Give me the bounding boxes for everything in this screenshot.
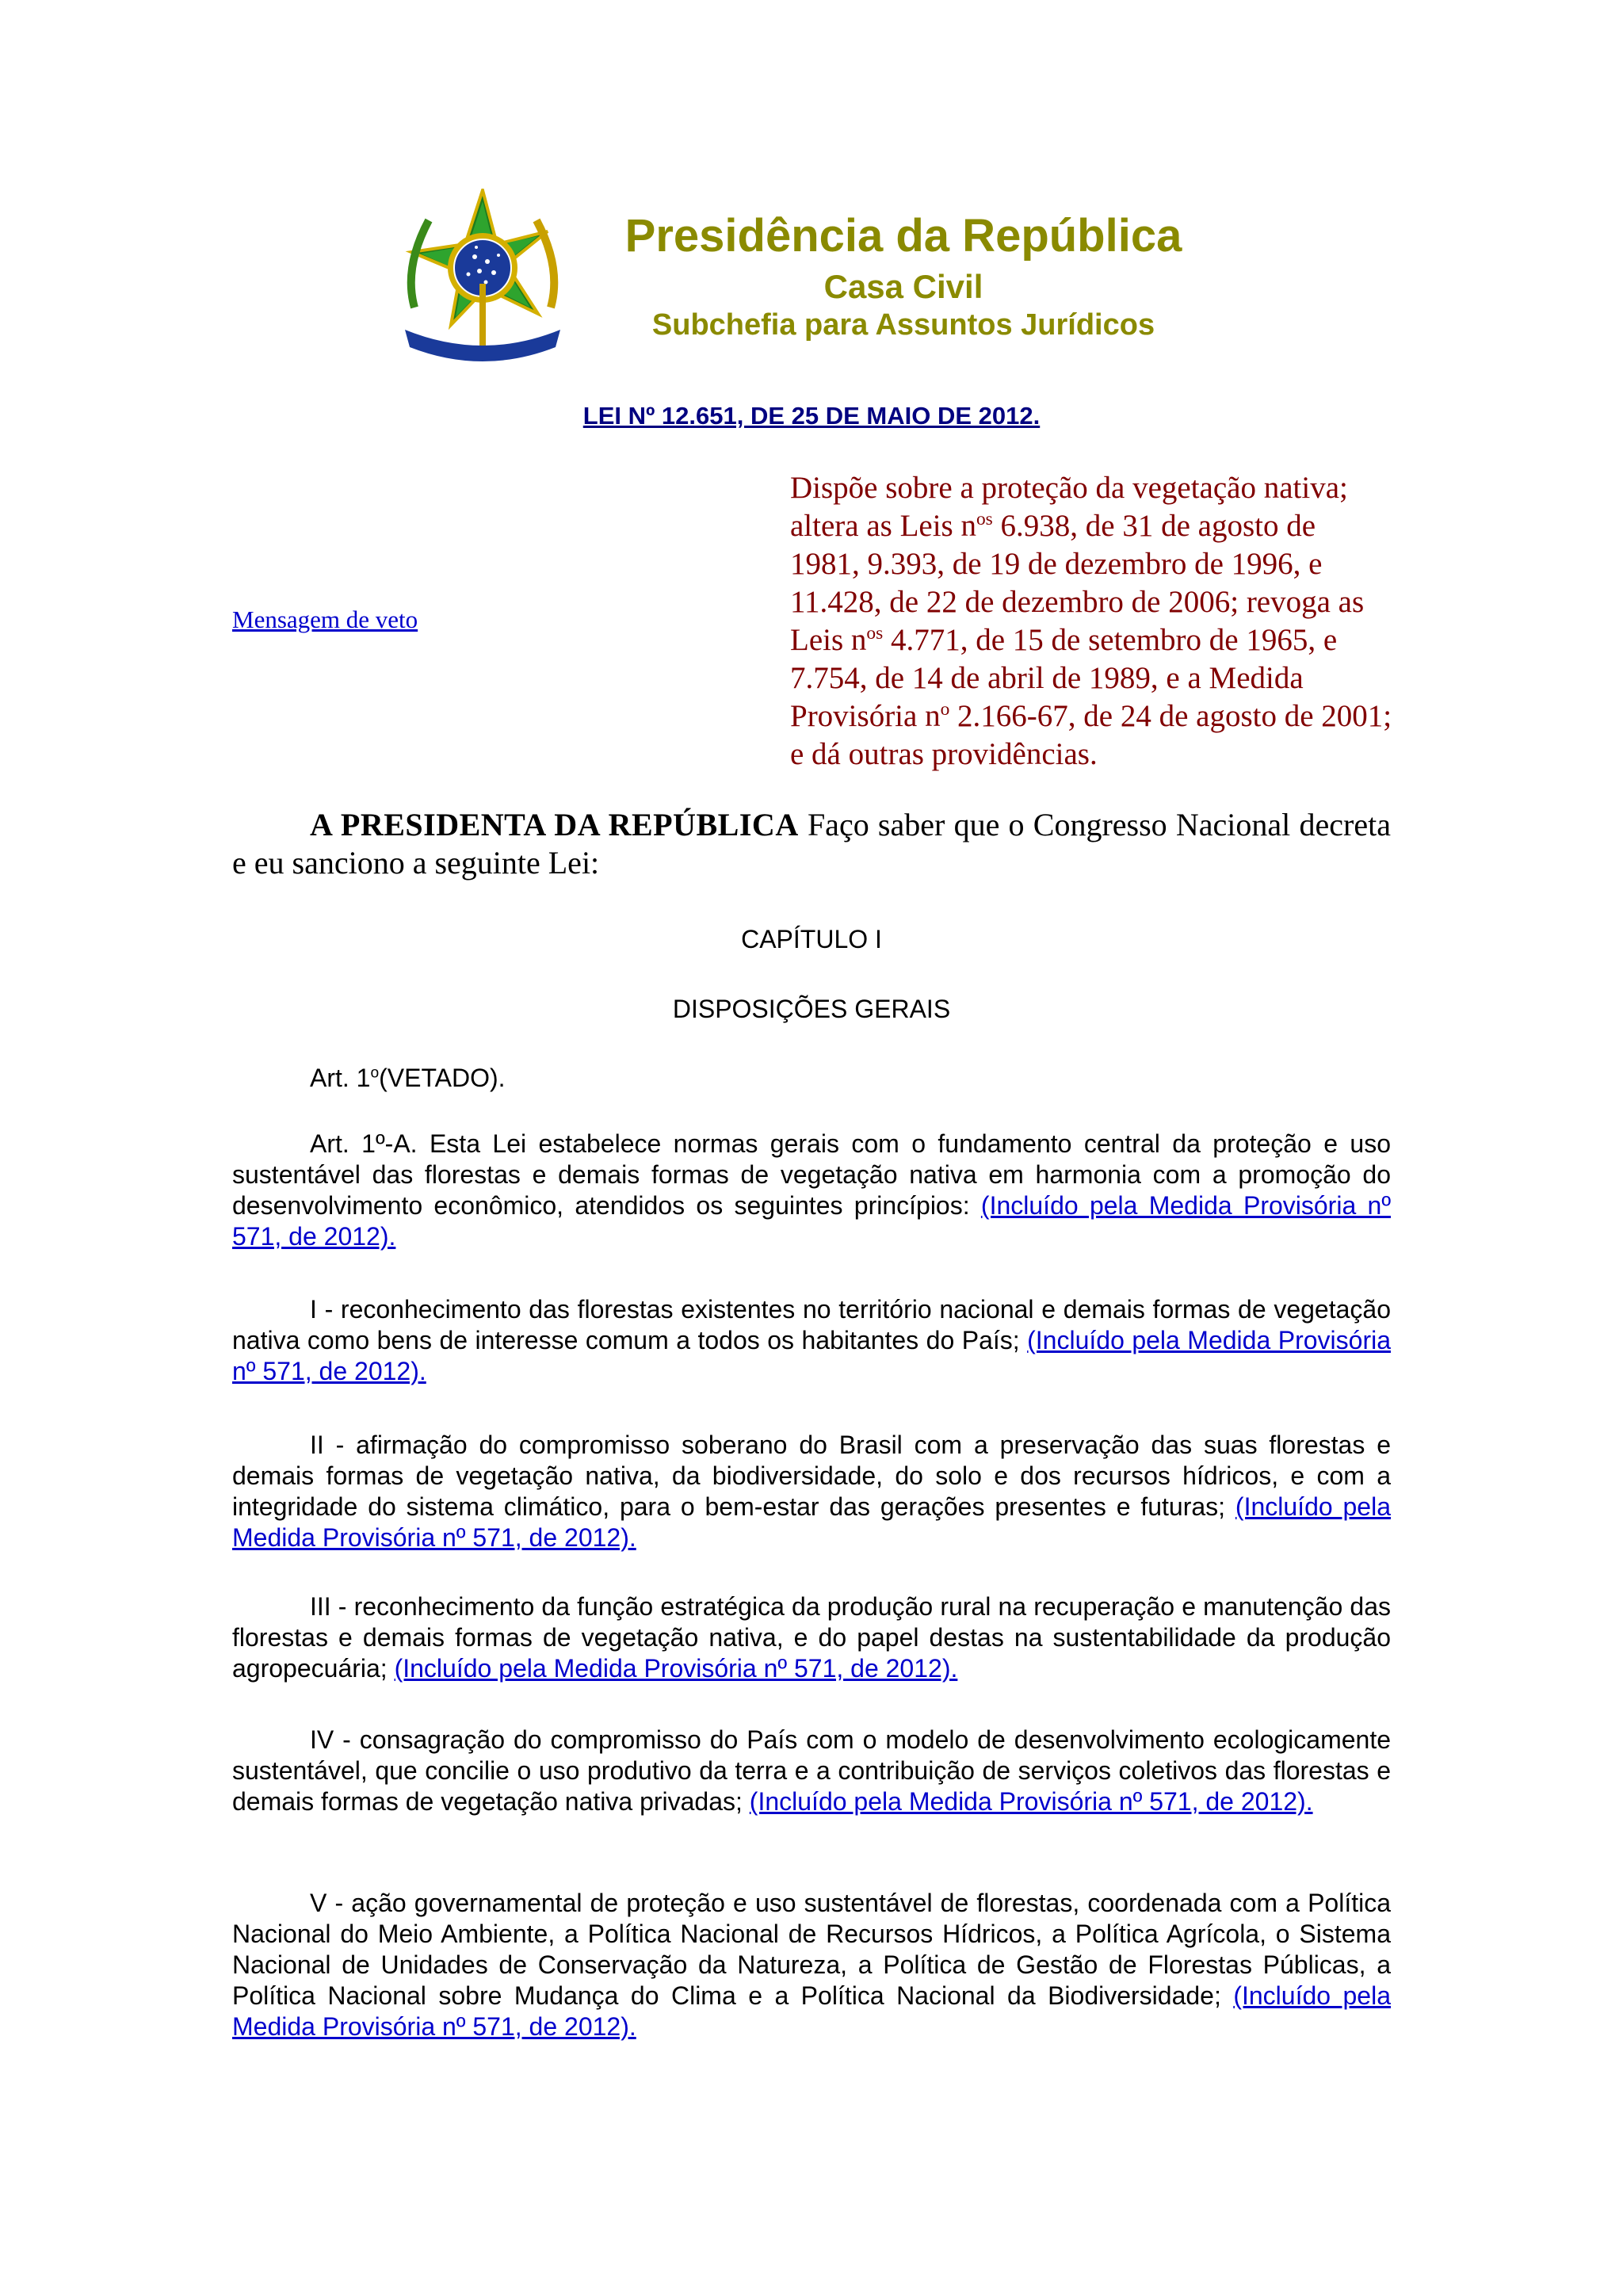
amendment-link[interactable]: (Incluído pela Medida Provisória nº 571, de 2012). — [232, 1191, 1392, 1251]
article-1: Art. 1$^o$(VETADO). — [310, 1064, 506, 1092]
veto-message-link[interactable]: Mensagem de veto — [232, 606, 418, 633]
law-title-link[interactable]: LEI Nº 12.651, DE 25 DE MAIO DE 2012. — [582, 402, 1041, 430]
amendment-link[interactable]: (Incluído pela Medida Provisória nº 571, de 2012). — [232, 1981, 1392, 2041]
principle-v: V - ação governamental de proteção e uso sustentável de florestas, coordenada com a Política Nacional do Meio Ambiente, a Política Nacional de Recursos Hídricos, a Política Agrícola, o Sistema Nacional de Unidades de Conservação da Natureza, a Política de Gestão de Florestas Públicas, a Política Nacional sobre Mudança do Clima e a Política Nacional da Biodiversidade; (Incluído pela Medida Provisória nº 571, de 2012). — [232, 1889, 1392, 2041]
enactment-clause: A PRESIDENTA DA REPÚBLICA Faço saber que o Congresso Nacional decreta e eu sanciono a seguinte Lei: — [232, 807, 1391, 881]
amendment-link[interactable]: (Incluído pela Medida Provisória nº 571, de 2012). — [232, 1492, 1392, 1552]
amendment-link[interactable]: (Incluído pela Medida Provisória nº 571, de 2012). — [232, 1326, 1392, 1385]
article-1a: Art. 1º-A. Esta Lei estabelece normas gerais com o fundamento central da proteção e uso sustentável das florestas e demais formas de vegetação nativa em harmonia com a promoção do desenvolvimento econômico, atendidos os seguintes princípios: (Incluído pela Medida Provisória nº 571, de 2012). — [232, 1129, 1392, 1251]
amendment-link[interactable]: (Incluído pela Medida Provisória nº 571, de 2012). — [749, 1787, 1313, 1816]
principle-iv: IV - consagração do compromisso do País com o modelo de desenvolvimento ecologicamente sustentável, que concilie o uso produtivo da terra e a contribuição de serviços coletivos das florestas e demais formas de vegetação nativa privadas; (Incluído pela Medida Provisória nº 571, de 2012). — [232, 1725, 1391, 1816]
ementa-summary: Dispõe sobre a proteção da vegetação nativa; altera as Leis $n^{os}$ 6.938, de 31 de agosto de 1981, 9.393, de 19 de dezembro de 1996, e 11.428, de 22 de dezembro de 2006; revoga as Leis $n^{os}$ 4.771, de 15 de setembro de 1965, e 7.754, de 14 de abril de 1989, e a Medida Provisória $n^o$ 2.166-67, de 24 de agosto de 2001; e dá outras providências. — [790, 471, 1392, 771]
header-subtitle: Casa Civil — [823, 268, 983, 305]
chapter-title: DISPOSIÇÕES GERAIS — [672, 995, 951, 1023]
amendment-link[interactable]: (Incluído pela Medida Provisória nº 571, de 2012). — [394, 1654, 958, 1683]
principle-i: I - reconhecimento das florestas existentes no território nacional e demais formas de vegetação nativa como bens de interesse comum a todos os habitantes do País; (Incluído pela Medida Provisória nº 571, de 2012). — [232, 1295, 1392, 1385]
brasao-emblem-icon — [400, 189, 565, 366]
header-title: Presidência da República — [624, 210, 1182, 262]
president-heading: A PRESIDENTA DA REPÚBLICA — [310, 807, 799, 842]
principle-ii: II - afirmação do compromisso soberano do Brasil com a preservação das suas florestas e demais formas de vegetação nativa, da biodiversidade, do solo e dos recursos hídricos, e com a integridade do sistema climático, para o bem-estar das gerações presentes e futuras; (Incluído pela Medida Provisória nº 571, de 2012). — [232, 1431, 1392, 1552]
principle-iii: III - reconhecimento da função estratégica da produção rural na recuperação e manutenção das florestas e demais formas de vegetação nativa, e do papel destas na sustentabilidade da produção agropecuária; (Incluído pela Medida Provisória nº 571, de 2012). — [232, 1592, 1391, 1683]
header-department: Subchefia para Assuntos Jurídicos — [651, 308, 1155, 342]
chapter-number: CAPÍTULO I — [741, 925, 882, 953]
